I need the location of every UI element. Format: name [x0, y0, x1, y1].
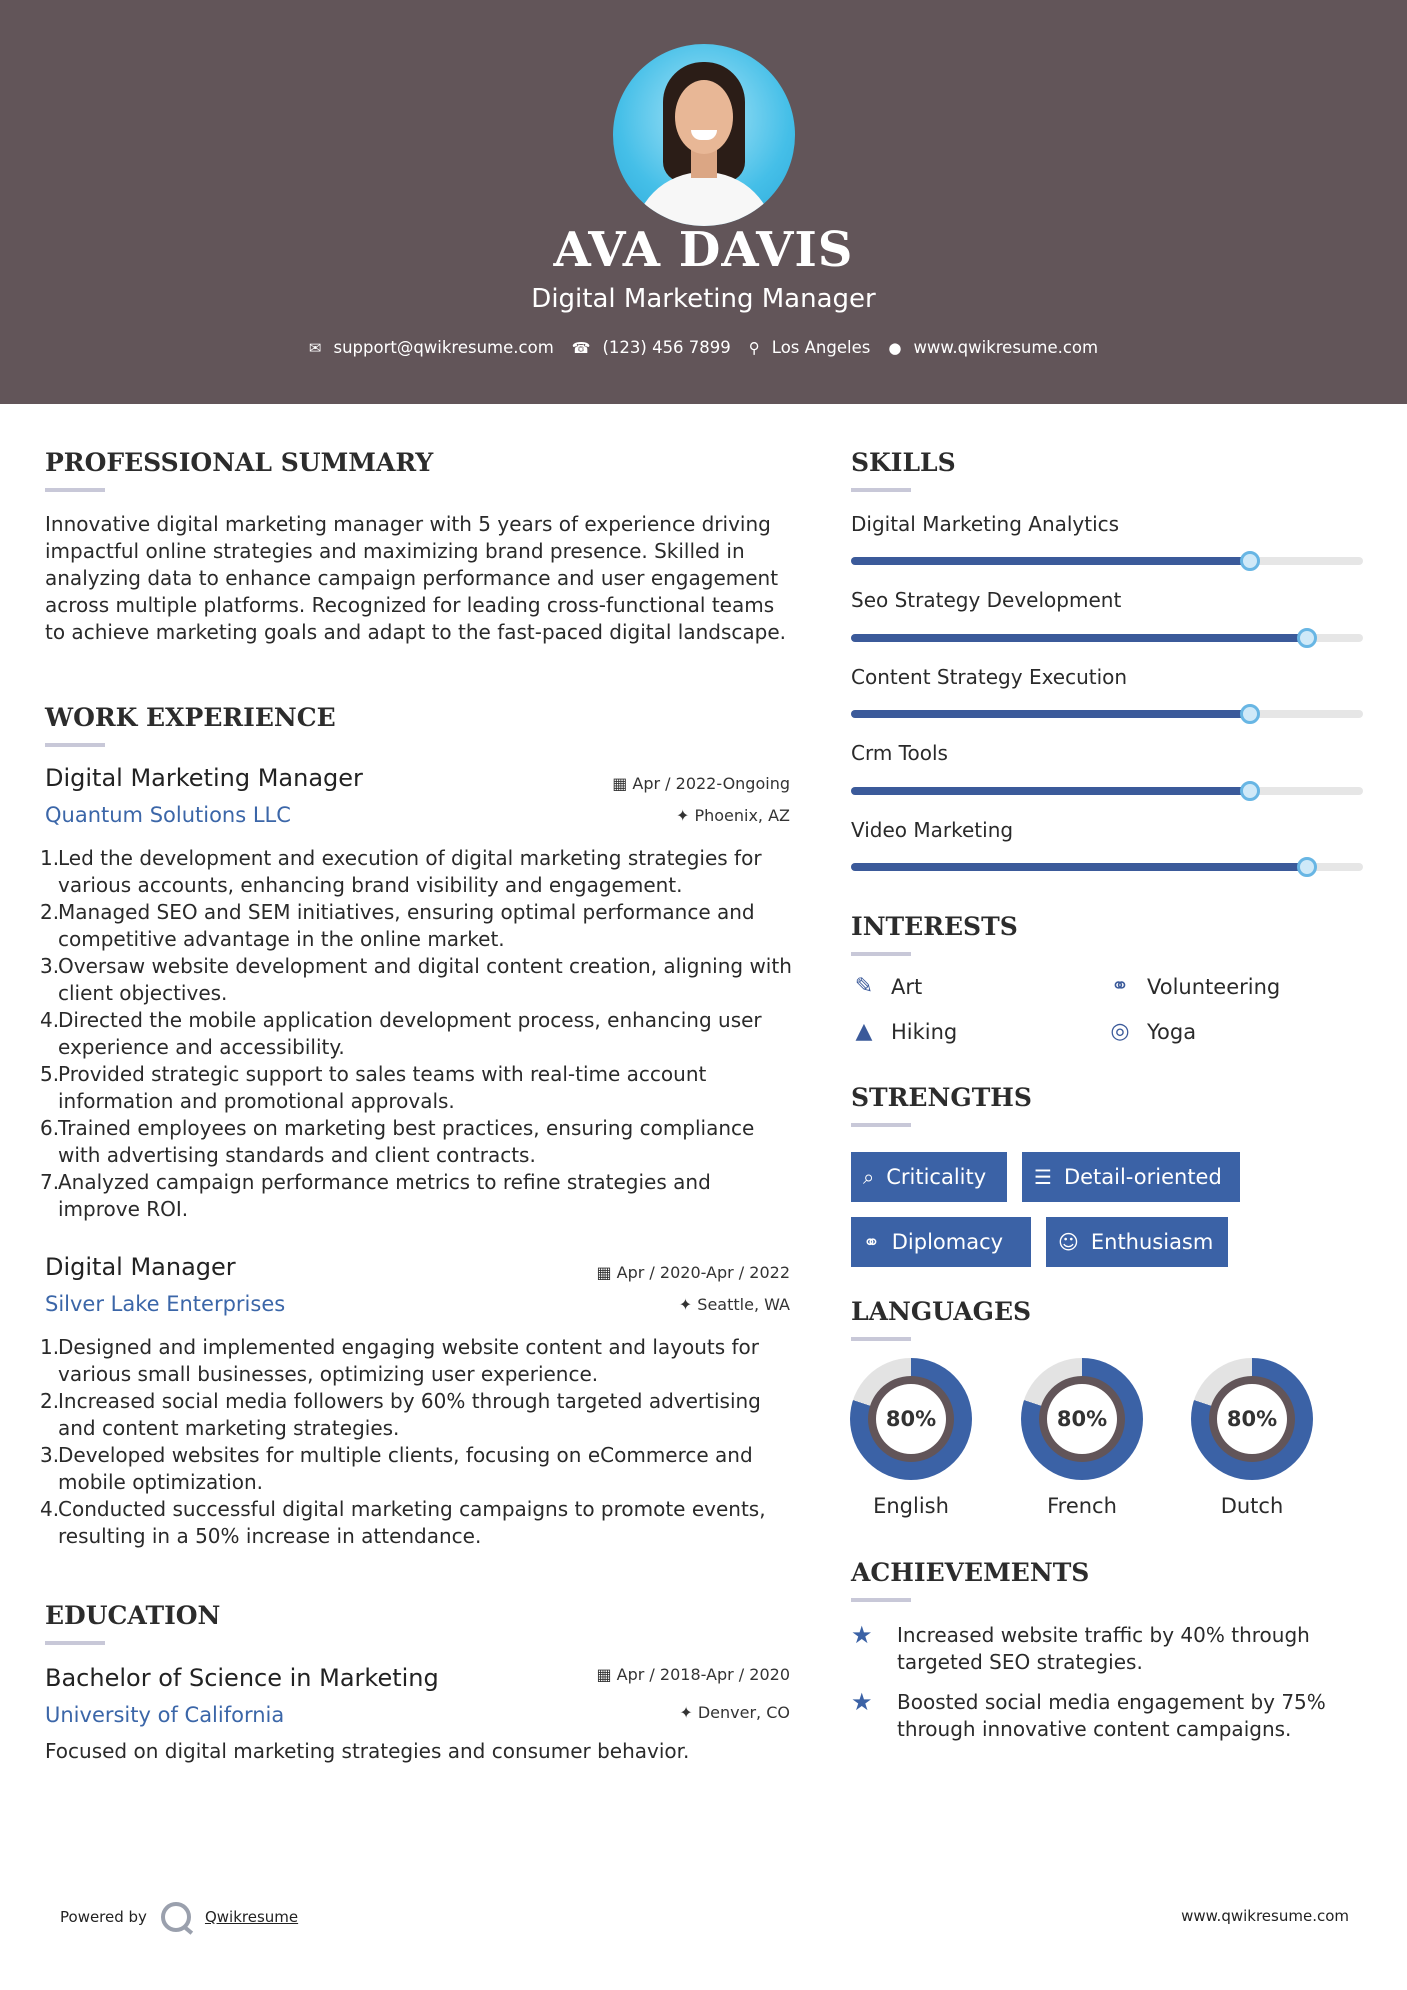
job-title: Digital Manager: [45, 1253, 236, 1281]
footer-website[interactable]: www.qwikresume.com: [1181, 1907, 1349, 1925]
list-item: 1. Designed and implemented engaging website content and layouts for various small businesses, optimizing user experience.: [40, 1335, 759, 1386]
skill-knob: [1240, 704, 1260, 724]
list-item: 2. Managed SEO and SEM initiatives, ensuring optimal performance and competitive advantage in the online market.: [40, 900, 755, 951]
contact-bar: [0, 338, 1407, 357]
language-ring: [850, 1358, 972, 1480]
job-company: Silver Lake Enterprises: [45, 1292, 286, 1316]
skill-label: Content Strategy Execution: [851, 665, 1128, 689]
location-text: Los Angeles: [771, 338, 871, 357]
skill-bar: [851, 863, 1363, 871]
experience-rule: [45, 743, 105, 747]
skill-fill: [851, 710, 1250, 718]
strength-tag: ☺ Enthusiasm: [1046, 1217, 1228, 1267]
strength-tag: ⌕ Criticality: [851, 1152, 1007, 1202]
summary-heading: PROFESSIONAL SUMMARY: [45, 448, 434, 477]
job-bullets: [40, 1334, 795, 1550]
skill-bar: [851, 634, 1363, 642]
education-rule: [45, 1641, 105, 1645]
skill-fill: [851, 863, 1307, 871]
skill-knob: [1240, 551, 1260, 571]
achievements-heading: ACHIEVEMENTS: [851, 1558, 1090, 1587]
skill-label: Seo Strategy Development: [851, 588, 1122, 612]
list-item: 4. Conducted successful digital marketing campaigns to promote events, resulting in a 50% increase in attendance.: [40, 1497, 766, 1548]
email-text: support@qwikresume.com: [333, 338, 554, 357]
language-label: French: [1047, 1494, 1117, 1518]
summary-text: Innovative digital marketing manager with 5 years of experience driving impactful online strategies and maximizing brand presence. Skilled in analyzing data to enhance campaign performance and user engagement across multiple platforms. Recognized for leading cross-functional teams to achieve marketing goals and adapt to the fast-paced digital landscape.: [45, 512, 787, 644]
calendar-icon: ▦: [612, 774, 633, 793]
globe-icon: ●: [888, 338, 902, 357]
list-item: 4. Directed the mobile application development process, enhancing user experience and accessibility.: [40, 1008, 762, 1059]
tree-icon: ▲: [855, 1019, 873, 1044]
pin-icon: ✦: [675, 806, 695, 825]
interests-rule: [851, 952, 911, 956]
list-item: 7. Analyzed campaign performance metrics to refine strategies and improve ROI.: [40, 1170, 711, 1221]
resume-header: [0, 0, 1407, 404]
languages-heading: LANGUAGES: [851, 1297, 1032, 1326]
contact-location: [749, 338, 871, 357]
skill-label: Video Marketing: [851, 818, 1014, 842]
envelope-icon: ✉: [308, 338, 322, 357]
school-name: University of California: [45, 1703, 285, 1727]
contact-website[interactable]: [888, 338, 1098, 357]
skill-fill: [851, 634, 1307, 642]
list-item: 6. Trained employees on marketing best practices, ensuring compliance with advertising standards and client contracts.: [40, 1116, 755, 1167]
interest-item: ▲ Hiking: [851, 1019, 957, 1044]
powered-by-text: Powered by: [60, 1908, 147, 1926]
language-label: Dutch: [1220, 1494, 1284, 1518]
degree-title: Bachelor of Science in Marketing: [45, 1664, 439, 1692]
phone-icon: ☎: [571, 338, 591, 357]
strengths-rule: [851, 1123, 911, 1127]
interests-heading: INTERESTS: [851, 912, 1018, 941]
interest-item: ✎ Art: [851, 974, 922, 999]
strength-tag: ☰ Detail-oriented: [1022, 1152, 1240, 1202]
skill-bar: [851, 710, 1363, 718]
footer-branding: [60, 1902, 298, 1932]
lifering-icon: ◎: [1110, 1019, 1130, 1044]
job-location: ✦ Phoenix, AZ: [675, 806, 790, 825]
website-text: www.qwikresume.com: [913, 338, 1099, 357]
skill-label: Digital Marketing Analytics: [851, 512, 1120, 536]
education-dates: ▦ Apr / 2018-Apr / 2020: [596, 1665, 790, 1684]
list-icon: ☰: [1034, 1165, 1052, 1189]
handshake-icon: ⚭: [863, 1230, 880, 1254]
smile-icon: ☺: [1058, 1230, 1079, 1254]
language-percent: 80%: [1217, 1384, 1287, 1454]
list-item: 3. Oversaw website development and digital content creation, aligning with client objectives.: [40, 954, 792, 1005]
skill-fill: [851, 557, 1250, 565]
list-item: 1. Led the development and execution of digital marketing strategies for various accounts, enhancing brand visibility and engagement.: [40, 846, 762, 897]
skill-bar: [851, 557, 1363, 565]
skill-label: Crm Tools: [851, 741, 948, 765]
achievements-rule: [851, 1598, 911, 1602]
skills-heading: SKILLS: [851, 448, 956, 477]
qwikresume-link[interactable]: Qwikresume: [204, 1908, 299, 1926]
experience-heading: WORK EXPERIENCE: [45, 703, 336, 732]
skills-rule: [851, 488, 911, 492]
summary-rule: [45, 488, 105, 492]
skill-knob: [1297, 857, 1317, 877]
achievement-item: ★ Boosted social media engagement by 75% through innovative content campaigns.: [851, 1688, 1326, 1741]
search-icon: ⌕: [863, 1165, 875, 1189]
education-location: ✦ Denver, CO: [679, 1703, 790, 1722]
language-percent: 80%: [876, 1384, 946, 1454]
list-item: 3. Developed websites for multiple clients, focusing on eCommerce and mobile optimization.: [40, 1443, 753, 1494]
candidate-title: Digital Marketing Manager: [531, 284, 876, 314]
handshake-icon: ⚭: [1110, 974, 1130, 999]
candidate-name: AVA DAVIS: [553, 222, 854, 278]
pin-icon: ✦: [678, 1295, 698, 1314]
skill-knob: [1297, 628, 1317, 648]
skill-bar: [851, 787, 1363, 795]
strengths-heading: STRENGTHS: [851, 1083, 1032, 1112]
languages-rule: [851, 1337, 911, 1341]
job-dates: ▦ Apr / 2020-Apr / 2022: [596, 1263, 790, 1282]
calendar-icon: ▦: [596, 1263, 617, 1282]
list-item: 5. Provided strategic support to sales teams with real-time account information and promotional approvals.: [40, 1062, 707, 1113]
map-pin-icon: ⚲: [748, 338, 760, 357]
strength-tag: ⚭ Diplomacy: [851, 1217, 1031, 1267]
language-percent: 80%: [1047, 1384, 1117, 1454]
calendar-icon: ▦: [596, 1665, 617, 1684]
achievement-item: ★ Increased website traffic by 40% through targeted SEO strategies.: [851, 1621, 1310, 1674]
job-dates: ▦ Apr / 2022-Ongoing: [612, 774, 790, 793]
contact-email[interactable]: [309, 338, 554, 357]
profile-photo: [613, 44, 795, 226]
interest-item: ⚭ Volunteering: [1107, 974, 1280, 999]
pin-icon: ✦: [679, 1703, 698, 1722]
job-title: Digital Marketing Manager: [45, 764, 363, 792]
language-ring: [1191, 1358, 1313, 1480]
language-ring: [1021, 1358, 1143, 1480]
contact-phone[interactable]: [572, 338, 731, 357]
job-location: ✦ Seattle, WA: [678, 1295, 790, 1314]
skill-fill: [851, 787, 1250, 795]
skill-knob: [1240, 781, 1260, 801]
paintbrush-icon: ✎: [854, 974, 874, 999]
star-icon: ★: [851, 1621, 873, 1649]
phone-text: (123) 456 7899: [602, 338, 731, 357]
job-bullets: [40, 845, 795, 1223]
list-item: 2. Increased social media followers by 60% through targeted advertising and content marketing strategies.: [40, 1389, 761, 1440]
education-heading: EDUCATION: [45, 1601, 221, 1630]
interest-item: ◎ Yoga: [1107, 1019, 1196, 1044]
qwikresume-logo-icon: [161, 1902, 191, 1932]
job-company: Quantum Solutions LLC: [45, 803, 291, 827]
education-note: Focused on digital marketing strategies and consumer behavior.: [45, 1739, 690, 1763]
star-icon: ★: [851, 1688, 873, 1716]
language-label: English: [873, 1494, 949, 1518]
